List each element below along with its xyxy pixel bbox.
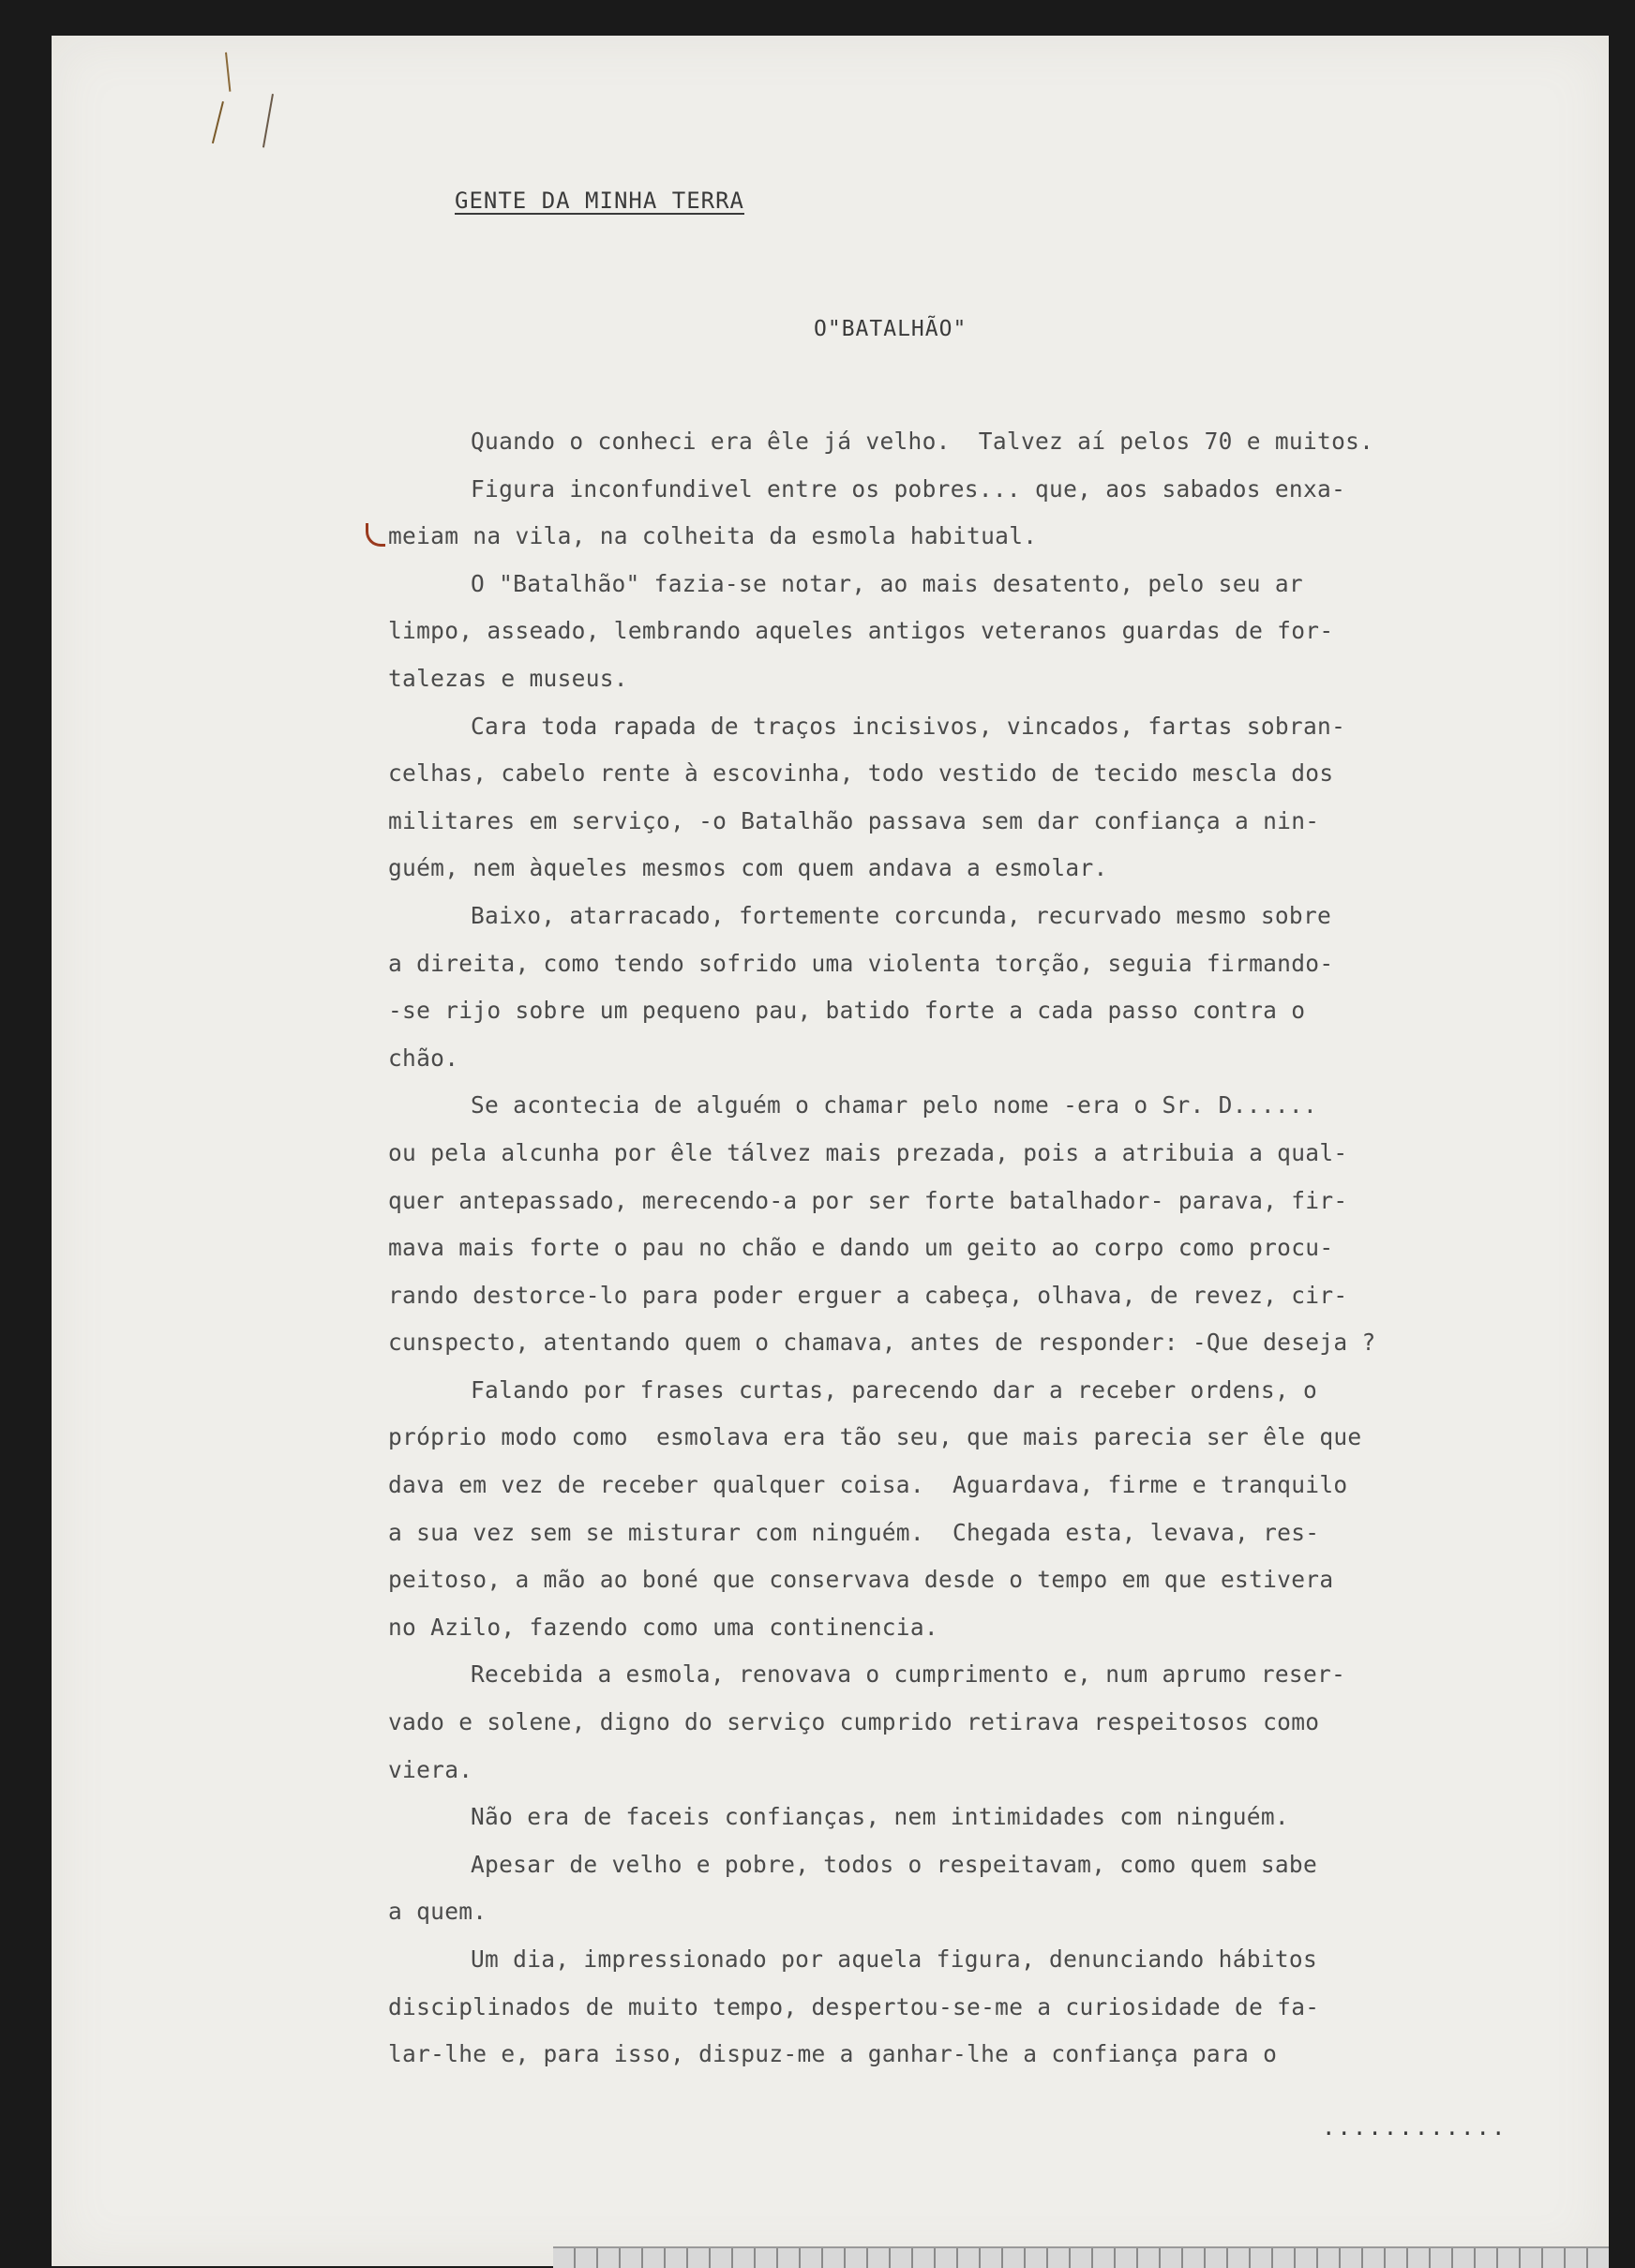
red-ink-mark	[366, 523, 385, 547]
text-line: Um dia, impressionado por aquela figura, denunciando hábitos	[471, 1945, 1318, 1973]
text-line: disciplinados de muito tempo, despertou-se-me a curiosidade de fa-	[388, 1992, 1320, 2020]
continuation-dots: ............	[1322, 2114, 1508, 2140]
text-line: militares em serviço, -o Batalhão passava sem dar confiança a nin-	[388, 806, 1320, 834]
text-line: Figura inconfundivel entre os pobres... que, aos sabados enxa-	[471, 474, 1346, 503]
pencil-mark	[262, 94, 274, 147]
text-line: a sua vez sem se misturar com ninguém. Chegada esta, levava, res-	[388, 1518, 1320, 1546]
text-line: viera.	[388, 1755, 473, 1783]
pencil-mark	[212, 101, 224, 143]
text-line: guém, nem àqueles mesmos com quem andava a esmolar.	[388, 854, 1108, 882]
text-line: Não era de faceis confianças, nem intimidades com ninguém.	[471, 1803, 1289, 1831]
scale-ruler	[553, 2246, 1609, 2268]
text-line: Recebida a esmola, renovava o cumprimento e, num aprumo reser-	[471, 1660, 1346, 1689]
text-line: meiam na vila, na colheita da esmola habitual.	[388, 522, 1038, 550]
document-heading: GENTE DA MINHA TERRA	[455, 188, 744, 214]
text-line: Falando por frases curtas, parecendo dar a receber ordens, o	[471, 1375, 1318, 1404]
text-line: a direita, como tendo sofrido uma violenta torção, seguia firmando-	[388, 949, 1334, 977]
document-body	[388, 418, 1560, 2079]
text-line: vado e solene, digno do serviço cumprido retirava respeitosos como	[388, 1708, 1320, 1736]
text-line: O "Batalhão" fazia-se notar, ao mais desatento, pelo seu ar	[471, 569, 1303, 597]
text-line: limpo, asseado, lembrando aqueles antigos veteranos guardas de for-	[388, 617, 1334, 645]
text-line: rando destorce-lo para poder erguer a cabeça, olhava, de revez, cir-	[388, 1281, 1348, 1309]
pencil-mark	[225, 53, 231, 92]
text-line: lar-lhe e, para isso, dispuz-me a ganhar-lhe a confiança para o	[388, 2040, 1278, 2068]
text-line: no Azilo, fazendo como uma continencia.	[388, 1613, 938, 1641]
text-line: peitoso, a mão ao boné que conservava desde o tempo em que estivera	[388, 1566, 1334, 1594]
text-line: Cara toda rapada de traços incisivos, vincados, fartas sobran-	[471, 712, 1346, 740]
text-line: cunspecto, atentando quem o chamava, antes de responder: -Que deseja ?	[388, 1329, 1376, 1357]
text-line: -se rijo sobre um pequeno pau, batido forte a cada passo contra o	[388, 997, 1306, 1025]
text-line: ou pela alcunha por êle tálvez mais prezada, pois a atribuia a qual-	[388, 1138, 1348, 1166]
text-line: celhas, cabelo rente à escovinha, todo vestido de tecido mescla dos	[388, 759, 1334, 788]
text-line: a quem.	[388, 1898, 488, 1926]
text-line: Se acontecia de alguém o chamar pelo nome -era o Sr. D......	[471, 1091, 1318, 1119]
text-line: Baixo, atarracado, fortemente corcunda, recurvado mesmo sobre	[471, 901, 1332, 929]
text-line: Apesar de velho e pobre, todos o respeitavam, como quem sabe	[471, 1850, 1318, 1878]
text-line: Quando o conheci era êle já velho. Talvez aí pelos 70 e muitos.	[471, 428, 1374, 455]
text-line: próprio modo como esmolava era tão seu, que mais parecia ser êle que	[388, 1423, 1362, 1451]
text-line: dava em vez de receber qualquer coisa. Aguardava, firme e tranquilo	[388, 1471, 1348, 1499]
text-line: chão.	[388, 1044, 459, 1072]
document-title: O"BATALHÃO"	[814, 317, 968, 341]
text-line: mava mais forte o pau no chão e dando um geito ao corpo como procu-	[388, 1234, 1334, 1262]
text-line: talezas e museus.	[388, 664, 628, 692]
text-line: quer antepassado, merecendo-a por ser forte batalhador- parava, fir-	[388, 1186, 1348, 1214]
